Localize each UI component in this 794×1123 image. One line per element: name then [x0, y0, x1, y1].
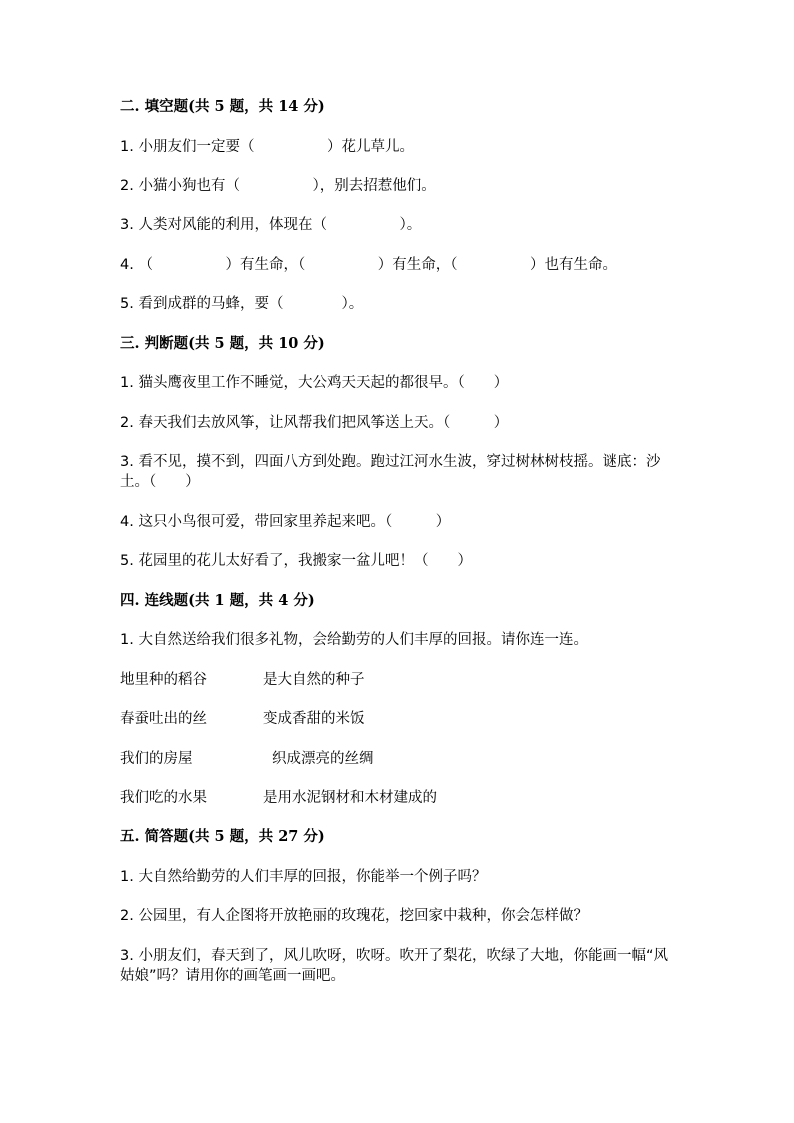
fill-blank-question-1: 1. 小朋友们一定要（ ）花儿草儿。 [120, 139, 414, 155]
fill-blank-question-3: 3. 人类对风能的利用，体现在（ ）。 [120, 217, 422, 233]
true-false-question-2: 2. 春天我们去放风筝，让风帮我们把风筝送上天。（ ） [120, 415, 509, 431]
matching-right-item-2: 变成香甜的米饭 [263, 711, 365, 727]
fill-blank-question-4: 4. （ ）有生命，（ ）有生命，（ ）也有生命。 [120, 257, 617, 273]
section-heading-matching: 四. 连线题(共 1 题，共 4 分) [120, 592, 315, 609]
matching-left-item-4: 我们吃的水果 [120, 790, 207, 806]
true-false-question-1: 1. 猫头鹰夜里工作不睡觉，大公鸡天天起的都很早。（ ） [120, 375, 509, 391]
short-answer-question-1: 1. 大自然给勤劳的人们丰厚的回报，你能举一个例子吗？ [120, 869, 487, 885]
section-heading-fill-blank: 二. 填空题(共 5 题，共 14 分) [120, 98, 325, 115]
fill-blank-question-2: 2. 小猫小狗也有（ ），别去招惹他们。 [120, 178, 436, 194]
fill-blank-question-5: 5. 看到成群的马蜂，要（ ）。 [120, 296, 364, 312]
section-heading-true-false: 三. 判断题(共 5 题，共 10 分) [120, 335, 325, 352]
short-answer-question-2: 2. 公园里，有人企图将开放艳丽的玫瑰花，挖回家中栽种，你会怎样做？ [120, 908, 588, 924]
true-false-question-3: 3. 看不见，摸不到，四面八方到处跑。跑过江河水生波，穿过树林树枝摇。谜底：沙土。（ ） [120, 454, 661, 490]
matching-left-item-1: 地里种的稻谷 [120, 672, 207, 688]
matching-right-item-1: 是大自然的种子 [263, 672, 365, 688]
matching-instruction: 1. 大自然送给我们很多礼物，会给勤劳的人们丰厚的回报。请你连一连。 [120, 632, 588, 648]
true-false-question-5: 5. 花园里的花儿太好看了，我搬家一盆儿吧！（ ） [120, 553, 472, 569]
matching-left-item-3: 我们的房屋 [120, 751, 193, 767]
short-answer-question-3: 3. 小朋友们，春天到了，风儿吹呀，吹呀。吹开了梨花，吹绿了大地，你能画一幅“风姑娘”吗？请用你的画笔画一画吧。 [120, 948, 668, 984]
matching-right-item-3: 织成漂亮的丝绸 [272, 751, 374, 767]
matching-right-item-4: 是用水泥钢材和木材建成的 [263, 790, 437, 806]
section-heading-short-answer: 五. 简答题(共 5 题，共 27 分) [120, 828, 325, 845]
matching-left-item-2: 春蚕吐出的丝 [120, 711, 207, 727]
true-false-question-4: 4. 这只小鸟很可爱，带回家里养起来吧。（ ） [120, 514, 451, 530]
